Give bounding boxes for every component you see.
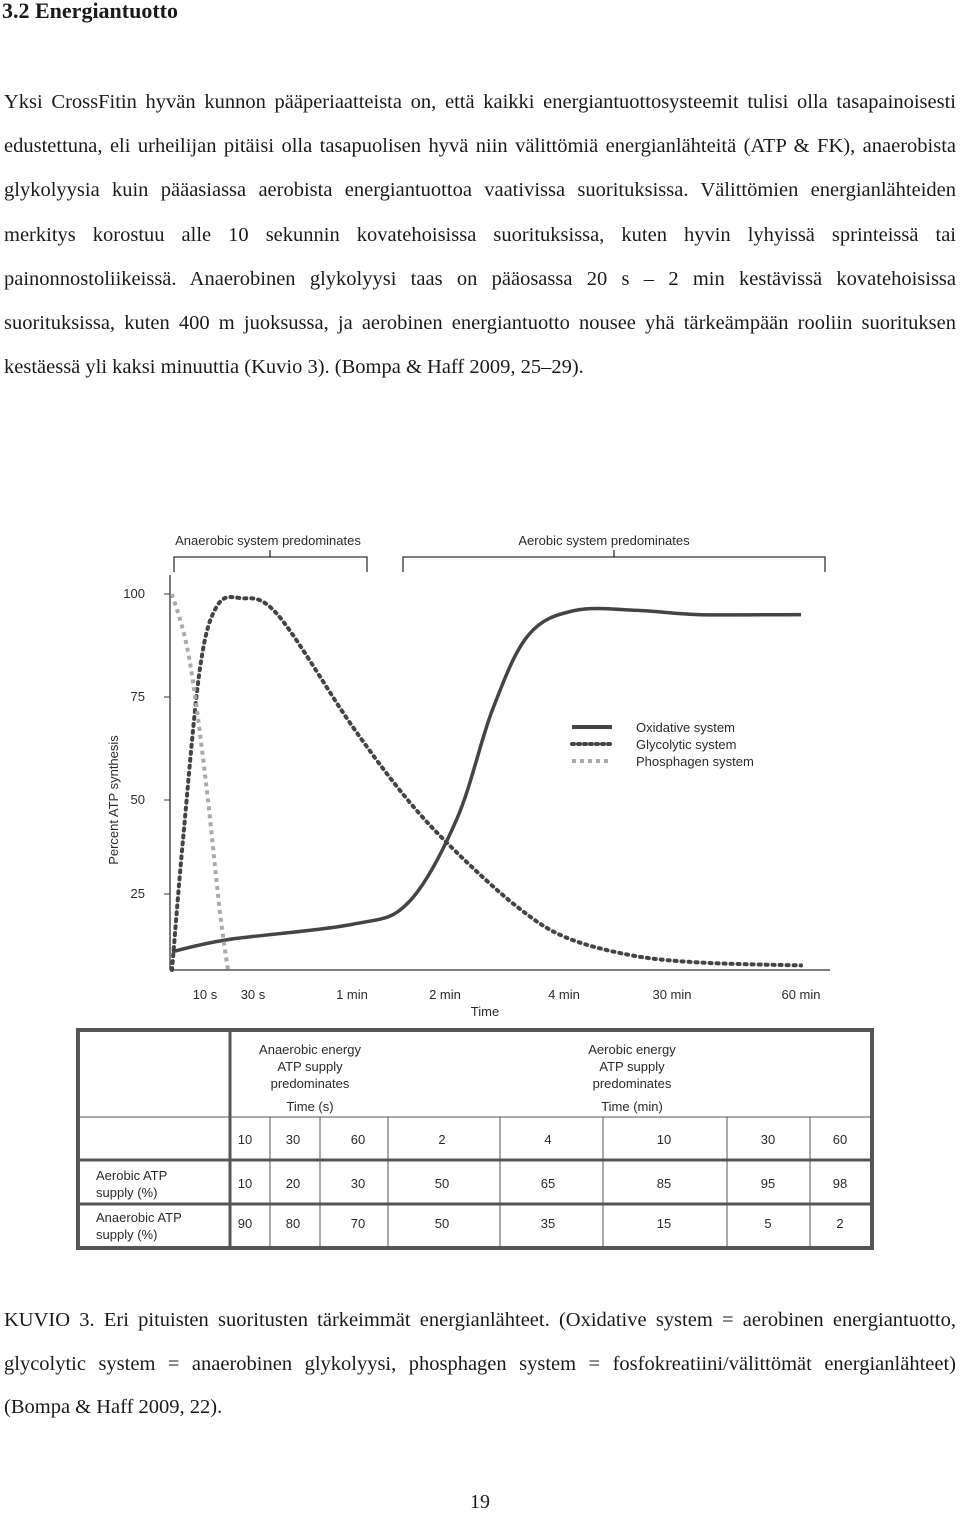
legend-label: Glycolytic system xyxy=(636,737,737,752)
table-aerobic-cell: 10 xyxy=(237,1176,253,1191)
x-ticks xyxy=(193,987,821,1002)
table-time-cell: 30 xyxy=(285,1132,301,1147)
table-anaerobic-cell: 70 xyxy=(350,1216,366,1231)
table-aerobic-cell: 95 xyxy=(760,1176,776,1191)
table-row-label: supply (%) xyxy=(96,1185,158,1200)
table-time-cell: 2 xyxy=(438,1132,446,1147)
table-time-cell: 4 xyxy=(544,1132,552,1147)
table-group-header: ATP supply xyxy=(277,1059,343,1074)
oxidative-system-line xyxy=(172,609,801,952)
phosphagen-system-line xyxy=(172,594,228,970)
table-unit-header: Time (s) xyxy=(286,1099,334,1114)
table-row-label: Aerobic ATP xyxy=(96,1168,168,1183)
table-border xyxy=(78,1030,872,1248)
x-tick-label: 10 s xyxy=(192,987,218,1002)
table-aerobic-cell: 20 xyxy=(285,1176,301,1191)
table-anaerobic-cell: 35 xyxy=(540,1216,556,1231)
table-cells xyxy=(238,1132,847,1231)
table-row-label: supply (%) xyxy=(96,1227,158,1242)
x-tick-label: 60 min xyxy=(781,987,821,1002)
body-paragraph: Yksi CrossFitin hyvän kunnon pääperiaatteista on, että kaikki energiantuottosysteemit tulisi olla tasapainoisesti edustettuna, eli urheilijan pitäisi olla tasapuolisen hyvä niin välittömiä energianlähteitä (ATP & FK), anaerobista glykolyysia kuin pääasiassa aerobista energiantuottoa vaativissa suorituksissa. Välittömien energianlähteiden merkitys korostuu alle 10 sekunnin kovatehoisissa suorituksissa, kuten hyvin lyhyissä sprinteissä tai painonnostoliikeissä. Anaerobinen glykolyysi taas on pääosassa 20 s – 2 min kestävissä kovatehoisissa suorituksissa, kuten 400 m juoksussa, ja aerobinen energiantuotto nousee yhä tärkeämpään rooliin suorituksen kestäessä yli kaksi minuuttia (Kuvio 3). (Bompa & Haff 2009, 25–29). xyxy=(4,91,956,379)
table-aerobic-cell: 98 xyxy=(832,1176,848,1191)
section-heading: 3.2 Energiantuotto xyxy=(2,0,178,23)
y-tick-label: 100 xyxy=(123,586,145,601)
top-label-aerobic: Aerobic system predominates xyxy=(518,533,690,548)
glycolytic-system-line xyxy=(172,597,801,970)
table-unit-header: Time (min) xyxy=(601,1099,663,1114)
series-layer xyxy=(172,594,801,970)
x-tick-label: 2 min xyxy=(429,987,461,1002)
table-group-header: Aerobic energy xyxy=(588,1042,676,1057)
y-axis-label: Percent ATP synthesis xyxy=(106,735,121,865)
figure-caption: KUVIO 3. Eri pituisten suoritusten tärkeimmät energianlähteet. (Oxidative system = aerobinen energiantuotto, glycolytic system = anaerobinen glykolyysi, phosphagen system = fosfokreatiini/välittömät energianlähteet) (Bompa & Haff 2009, 22). xyxy=(4,1309,956,1418)
table-group-header: predominates xyxy=(270,1076,350,1091)
page-number: 19 xyxy=(470,1491,490,1513)
x-tick-label: 1 min xyxy=(336,987,368,1002)
energy-systems-figure xyxy=(0,500,960,1260)
table-anaerobic-cell: 80 xyxy=(285,1216,301,1231)
bracket-aerobic xyxy=(403,550,825,572)
table-time-cell: 30 xyxy=(760,1132,776,1147)
x-axis-label: Time xyxy=(470,1004,500,1019)
y-tick-label: 75 xyxy=(130,689,145,704)
x-tick-label: 30 s xyxy=(240,987,266,1002)
table-aerobic-cell: 30 xyxy=(350,1176,366,1191)
legend xyxy=(572,720,754,769)
table-anaerobic-cell: 2 xyxy=(836,1216,844,1231)
top-label-anaerobic: Anaerobic system predominates xyxy=(175,533,361,548)
table-row-label: Anaerobic ATP xyxy=(96,1210,182,1225)
y-tick-label: 50 xyxy=(130,792,145,807)
table-time-cell: 10 xyxy=(237,1132,253,1147)
table-aerobic-cell: 85 xyxy=(656,1176,672,1191)
table-time-cell: 60 xyxy=(832,1132,848,1147)
table-time-cell: 60 xyxy=(350,1132,366,1147)
bracket-anaerobic xyxy=(174,550,367,572)
table-group-header: ATP supply xyxy=(599,1059,665,1074)
y-tick-label: 25 xyxy=(130,886,145,901)
energy-table xyxy=(78,1030,872,1248)
x-tick-label: 4 min xyxy=(548,987,580,1002)
legend-label: Oxidative system xyxy=(636,720,735,735)
table-anaerobic-cell: 90 xyxy=(237,1216,253,1231)
table-anaerobic-cell: 15 xyxy=(656,1216,672,1231)
table-time-cell: 10 xyxy=(656,1132,672,1147)
x-tick-label: 30 min xyxy=(652,987,692,1002)
y-ticks xyxy=(123,586,170,901)
legend-label: Phosphagen system xyxy=(636,754,754,769)
table-aerobic-cell: 50 xyxy=(434,1176,450,1191)
table-aerobic-cell: 65 xyxy=(540,1176,556,1191)
table-anaerobic-cell: 50 xyxy=(434,1216,450,1231)
table-anaerobic-cell: 5 xyxy=(764,1216,772,1231)
table-group-header: predominates xyxy=(592,1076,672,1091)
table-group-header: Anaerobic energy xyxy=(259,1042,361,1057)
